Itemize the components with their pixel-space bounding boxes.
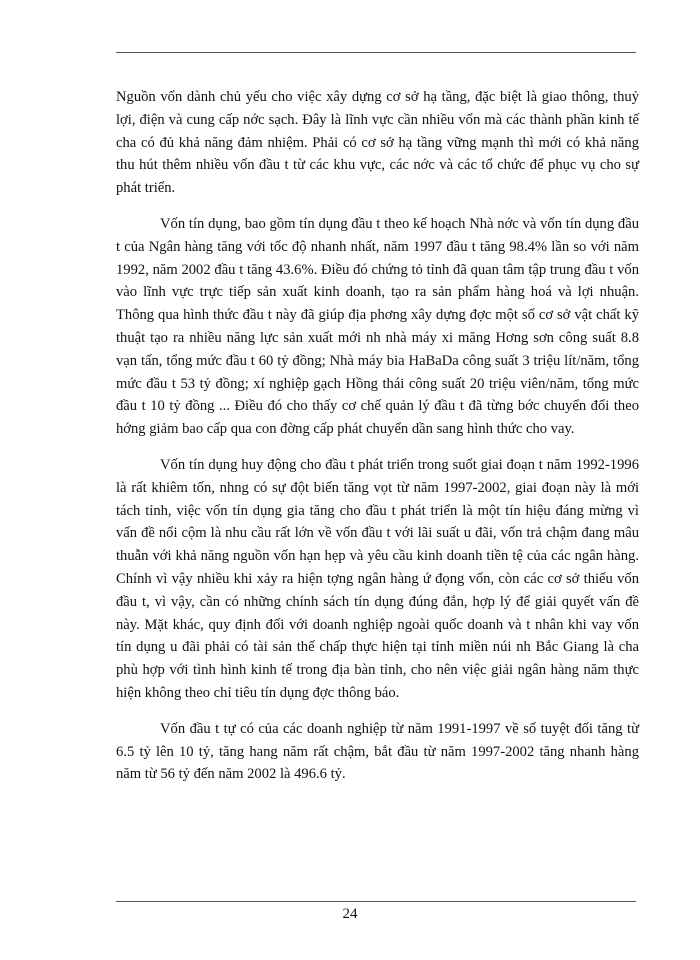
paragraph-infrastructure: Nguồn vốn dành chủ yếu cho việc xây dựng cơ sở hạ tầng, đặc biệt là giao thông, thuỷ lợi, điện và cung cấp nớc sạch. Đây là lĩnh vực cần nhiều vốn mà các thành phần kinh tế cha có đủ khả năng đảm nhiệm. Phải có cơ sở hạ tầng vững mạnh thì mới có khả năng thu hút thêm nhiều vốn đầu t từ các khu vực, các nớc và các tổ chức để phục vụ cho sự phát triển. [116, 89, 639, 197]
page-number: 24 [342, 906, 358, 922]
paragraph-self-owned-capital: Vốn đầu t tự có của các doanh nghiệp từ năm 1991-1997 về số tuyệt đối tăng từ 6.5 tỷ lên 10 tỷ, tăng hang năm rất chậm, bắt đầu từ năm 1997-2002 tăng nhanh hàng năm từ 56 tỷ đến năm 2002 là 496.6 tỷ. [116, 720, 639, 783]
page-body [116, 86, 639, 799]
header-rule [116, 52, 636, 53]
footer-rule [116, 901, 636, 902]
paragraph-credit-capital: Vốn tín dụng, bao gồm tín dụng đầu t theo kế hoạch Nhà nớc và vốn tín dụng đầu t của Ngân hàng tăng với tốc độ nhanh nhất, năm 1997 đầu t tăng 98.4% lần so với năm 1992, năm 2002 đầu t tăng 43.6%. Điều đó chứng tỏ tỉnh đã quan tâm tập trung đầu t vốn vào lĩnh vực trực tiếp sản xuất kinh doanh, tạo ra sản phẩm hàng hoá và lợi nhuận. Thông qua hình thức đầu t này đã giúp địa phơng xây dựng đợc một số cơ sở vật chất kỹ thuật tạo ra nhiều năng lực sản xuất mới nh nhà máy xi măng Hơng sơn công suất 8.8 vạn tấn, tổng mức đầu t 60 tỷ đồng; Nhà máy bia HaBaDa công suất 3 triệu lít/năm, tổng mức đầu t 53 tỷ đồng; xí nghiệp gạch Hồng thái công suất 20 triệu viên/năm, tổng mức đầu t 10 tỷ đồng ... Điều đó cho thấy cơ chế quản lý đầu t đã từng bớc chuyển đổi theo hớng giảm bao cấp qua con đờng cấp phát chuyển dần sang hình thức cho vay. [116, 215, 639, 438]
paragraph-credit-mobilization: Vốn tín dụng huy động cho đầu t phát triển trong suốt giai đoạn t năm 1992-1996 là rất khiêm tốn, nhng có sự đột biến tăng vọt từ năm 1997-2002, giai đoạn này là mới tách tỉnh, việc vốn tín dụng gia tăng cho đầu t phát triển là một tín hiệu đáng mừng vì vấn đề nổi cộm là nhu cầu rất lớn về vốn đầu t với lãi suất u đãi, vốn trả chậm đang mâu thuẫn với khả năng nguồn vốn hạn hẹp và yêu cầu kinh doanh tiền tệ của các ngân hàng. Chính vì vậy nhiều khi xảy ra hiện tợng ngân hàng ứ đọng vốn, còn các cơ sở thiếu vốn đầu t, vì vậy, cần có những chính sách tín dụng đúng đắn, hợp lý để giải quyết vấn đề này. Mặt khác, quy định đối với doanh nghiệp ngoài quốc doanh và t nhân khi vay vốn tín dụng u đãi phải có tài sản thế chấp thực hiện tại tỉnh miền núi nh Bắc Giang là cha phù hợp với tình hình kinh tế trong địa bàn tỉnh, cho nên việc giải ngân hàng năm thực hiện không theo chỉ tiêu tín dụng đợc thông báo. [116, 456, 639, 701]
